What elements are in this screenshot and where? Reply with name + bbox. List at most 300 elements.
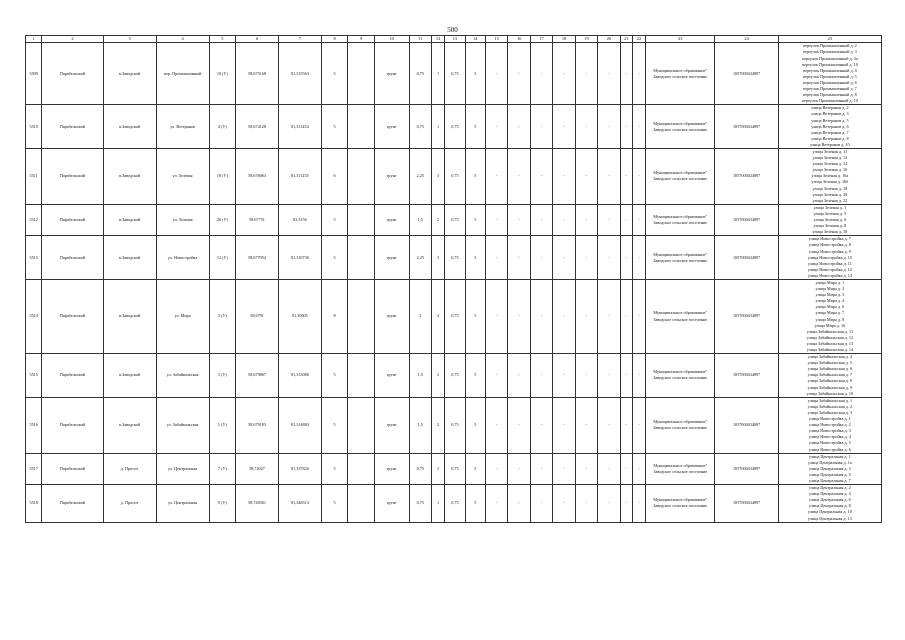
row-number: 5513: [26, 236, 42, 280]
district-cell: Парабельский: [42, 43, 103, 105]
latitude-cell: 58,676063: [236, 148, 279, 204]
address-line: улица Зеленая д. 12: [812, 155, 848, 161]
col-20-cell: -: [598, 453, 620, 485]
containers-count-cell: 3: [431, 236, 444, 280]
address-line: улица Забайкальская д. 14: [806, 347, 854, 352]
column-header-8: 8: [321, 36, 348, 43]
col-17-cell: -: [530, 397, 552, 453]
col-22-cell: -: [632, 279, 645, 353]
longitude-cell: 81,310736: [278, 236, 321, 280]
col-8-cell: 8: [321, 279, 348, 353]
address-line: улица Мира д. 7: [815, 310, 845, 316]
addresses-cell: [778, 354, 881, 398]
longitude-cell: 81,3156: [278, 204, 321, 236]
area-cell: 2,25: [409, 236, 431, 280]
col-18-cell: -: [553, 43, 575, 105]
col-21-cell: -: [620, 279, 632, 353]
table-row: [26, 105, 882, 149]
address-line: улица Забайкальская д. 10: [806, 390, 854, 396]
address-line: улица Новостройка д. 7: [808, 236, 851, 242]
surface-cell: грунт: [374, 453, 409, 485]
settlement-cell: п.Заводской: [103, 397, 156, 453]
col-9-cell: [348, 354, 375, 398]
addresses-cell: [778, 453, 881, 485]
volume-cell: 0,75: [445, 354, 465, 398]
volume-cell: 0,75: [445, 204, 465, 236]
ogrn-cell: 1057000434897: [715, 485, 778, 523]
col-18-cell: -: [553, 236, 575, 280]
column-header-2: 2: [42, 36, 103, 43]
surface-cell: грунт: [374, 148, 409, 204]
column-header-23: 23: [646, 36, 715, 43]
address-line: переулок Промышленный д. 2: [802, 43, 857, 49]
area-cell: 1,5: [409, 354, 431, 398]
col-9-cell: [348, 453, 375, 485]
col-16-cell: -: [508, 43, 530, 105]
col-16-cell: -: [508, 485, 530, 523]
owner-cell: Муниципальное образование" Заводское сельское поселение: [646, 453, 715, 485]
settlement-cell: п.Заводской: [103, 204, 156, 236]
addresses-cell: [778, 236, 881, 280]
col-20-cell: -: [598, 236, 620, 280]
address-line: улица Новостройка д. 8: [808, 242, 851, 248]
column-header-18: 18: [553, 36, 575, 43]
street-cell: ул. Зеленая: [156, 148, 209, 204]
col-8-cell: 5: [321, 105, 348, 149]
col-14-cell: 5: [465, 279, 485, 353]
col-9-cell: [348, 485, 375, 523]
col-15-cell: -: [486, 105, 508, 149]
col-19-cell: -: [575, 148, 597, 204]
containers-count-cell: 2: [431, 397, 444, 453]
col-8-cell: 5: [321, 204, 348, 236]
col-20-cell: -: [598, 485, 620, 523]
settlement-cell: п.Заводской: [103, 236, 156, 280]
district-cell: Парабельский: [42, 279, 103, 353]
volume-cell: 0,75: [445, 453, 465, 485]
row-number: 5512: [26, 204, 42, 236]
owner-cell: Муниципальное образование" Заводское сельское поселение: [646, 397, 715, 453]
column-header-6: 6: [236, 36, 279, 43]
col-14-cell: 5: [465, 148, 485, 204]
col-19-cell: -: [575, 453, 597, 485]
address-line: улица Зеленая д. 18: [812, 185, 848, 191]
volume-cell: 0,75: [445, 236, 465, 280]
col-19-cell: -: [575, 236, 597, 280]
col-15-cell: -: [486, 453, 508, 485]
street-cell: ул. Новостройка: [156, 236, 209, 280]
address-line: улица Новостройка д. 11: [807, 260, 852, 266]
address-line: улица Зеленая д. 16а: [811, 173, 849, 179]
column-header-3: 3: [103, 36, 156, 43]
col-15-cell: -: [486, 236, 508, 280]
col-14-cell: 5: [465, 43, 485, 105]
col-18-cell: -: [553, 397, 575, 453]
latitude-cell: 58,679183: [236, 397, 279, 453]
containers-count-cell: 4: [431, 279, 444, 353]
col-17-cell: -: [530, 236, 552, 280]
col-22-cell: -: [632, 453, 645, 485]
address-line: улица Новостройка д. 3: [808, 428, 851, 434]
col-15-cell: -: [486, 485, 508, 523]
address-line: улица Забайкальская д. 13: [806, 340, 854, 346]
longitude-cell: 81,314884: [278, 397, 321, 453]
addresses-cell: [778, 105, 881, 149]
containers-count-cell: 1: [431, 105, 444, 149]
col-20-cell: -: [598, 148, 620, 204]
column-header-10: 10: [374, 36, 409, 43]
area-cell: 0,75: [409, 43, 431, 105]
address-line: улица Зеленая д. 6: [813, 217, 847, 223]
containers-count-cell: 2: [431, 354, 444, 398]
address-line: улица Ветеранов д. 6: [811, 123, 849, 129]
col-17-cell: -: [530, 279, 552, 353]
settlement-cell: п.Заводской: [103, 148, 156, 204]
col-20-cell: -: [598, 105, 620, 149]
site-number-cell: 9 (У): [209, 485, 236, 523]
row-number: 5509: [26, 43, 42, 105]
col-16-cell: -: [508, 397, 530, 453]
address-line: улица Зеленая д. 1: [813, 204, 847, 210]
latitude-cell: 58,6791: [236, 279, 279, 353]
address-line: улица Центральная д. 7: [808, 477, 851, 483]
column-header-11: 11: [409, 36, 431, 43]
row-number: 5510: [26, 105, 42, 149]
address-line: улица Центральная д. 13: [807, 515, 852, 521]
col-14-cell: 5: [465, 236, 485, 280]
col-21-cell: -: [620, 397, 632, 453]
address-line: улица Мира д. 2: [815, 286, 845, 292]
column-header-21: 21: [620, 36, 632, 43]
address-line: улица Новостройка д. 2: [808, 422, 851, 428]
column-header-13: 13: [445, 36, 465, 43]
address-line: улица Забайкальская д. 9: [807, 384, 853, 390]
col-9-cell: [348, 397, 375, 453]
longitude-cell: 81,30605: [278, 279, 321, 353]
row-number: 5515: [26, 354, 42, 398]
address-line: переулок Промышленный д. 3а: [802, 55, 858, 61]
settlement-cell: д. Проспт: [103, 485, 156, 523]
address-line: улица Центральная д. 4: [808, 491, 851, 497]
col-22-cell: -: [632, 354, 645, 398]
column-header-24: 24: [715, 36, 778, 43]
address-line: улица Забайкальская д. 7: [807, 372, 853, 378]
longitude-cell: 81,337826: [278, 453, 321, 485]
ogrn-cell: 1057000434897: [715, 43, 778, 105]
ogrn-cell: 1057000434897: [715, 453, 778, 485]
addresses-cell: [778, 204, 881, 236]
address-line: улица Забайкальская д. 1: [807, 397, 853, 403]
col-17-cell: -: [530, 43, 552, 105]
street-cell: ул. Мира: [156, 279, 209, 353]
ogrn-cell: 1057000434897: [715, 279, 778, 353]
address-line: переулок Промышленный д. 5: [802, 73, 857, 79]
column-header-20: 20: [598, 36, 620, 43]
column-header-22: 22: [632, 36, 645, 43]
owner-cell: Муниципальное образование" Заводское сельское поселение: [646, 148, 715, 204]
col-15-cell: -: [486, 204, 508, 236]
address-line: улица Забайкальская д. 6: [807, 366, 853, 372]
row-number: 5511: [26, 148, 42, 204]
column-header-16: 16: [508, 36, 530, 43]
containers-count-cell: 1: [431, 485, 444, 523]
address-line: улица Новостройка д. 10: [807, 254, 852, 260]
settlement-cell: п.Заводской: [103, 105, 156, 149]
district-cell: Парабельский: [42, 485, 103, 523]
address-line: улица Новостройка д. 4: [808, 434, 851, 440]
address-line: улица Новостройка д. 9: [808, 248, 851, 254]
col-16-cell: -: [508, 204, 530, 236]
addresses-cell: [778, 279, 881, 353]
col-8-cell: 5: [321, 485, 348, 523]
address-line: улица Центральная д. 1а: [808, 459, 852, 465]
col-19-cell: -: [575, 354, 597, 398]
address-line: улица Центральная д. 8: [808, 503, 851, 509]
col-14-cell: 5: [465, 485, 485, 523]
col-22-cell: -: [632, 148, 645, 204]
address-line: улица Зеленая д. 8: [813, 223, 847, 229]
col-8-cell: 5: [321, 236, 348, 280]
col-16-cell: -: [508, 453, 530, 485]
longitude-cell: 81,346514: [278, 485, 321, 523]
col-9-cell: [348, 236, 375, 280]
col-14-cell: 5: [465, 105, 485, 149]
site-number-cell: 4 (У): [209, 105, 236, 149]
col-16-cell: -: [508, 279, 530, 353]
ogrn-cell: 1057000434897: [715, 105, 778, 149]
settlement-cell: п.Заводской: [103, 43, 156, 105]
col-15-cell: -: [486, 43, 508, 105]
column-header-25: 25: [778, 36, 881, 43]
address-line: улица Новостройка д. 1: [808, 416, 851, 422]
area-cell: 0,75: [409, 105, 431, 149]
area-cell: 3: [409, 279, 431, 353]
col-14-cell: 5: [465, 354, 485, 398]
table-row: [26, 236, 882, 280]
site-number-cell: 26 (У): [209, 204, 236, 236]
address-line: улица Центральная д. 5: [808, 471, 851, 477]
longitude-cell: 81,311235: [278, 148, 321, 204]
column-header-12: 12: [431, 36, 444, 43]
ogrn-cell: 1057000434897: [715, 397, 778, 453]
col-22-cell: -: [632, 105, 645, 149]
address-line: улица Забайкальская д. 12: [806, 334, 854, 340]
col-15-cell: -: [486, 354, 508, 398]
col-21-cell: -: [620, 204, 632, 236]
district-cell: Парабельский: [42, 354, 103, 398]
surface-cell: грунт: [374, 397, 409, 453]
volume-cell: 0,75: [445, 485, 465, 523]
col-8-cell: 5: [321, 354, 348, 398]
col-18-cell: -: [553, 204, 575, 236]
volume-cell: 0,75: [445, 397, 465, 453]
col-22-cell: -: [632, 485, 645, 523]
address-line: улица Зеленая д. 10: [812, 229, 848, 235]
col-19-cell: -: [575, 204, 597, 236]
col-21-cell: -: [620, 148, 632, 204]
col-14-cell: 5: [465, 397, 485, 453]
col-9-cell: [348, 105, 375, 149]
col-19-cell: -: [575, 279, 597, 353]
address-line: переулок Промышленный д. 6: [802, 79, 857, 85]
district-cell: Парабельский: [42, 397, 103, 453]
address-line: улица Ветеранов д. 3: [811, 111, 849, 117]
area-cell: 2,25: [409, 148, 431, 204]
settlement-cell: д. Проспт: [103, 453, 156, 485]
col-22-cell: -: [632, 43, 645, 105]
latitude-cell: 58,740361: [236, 485, 279, 523]
address-line: улица Мира д. 1: [815, 279, 845, 285]
address-line: улица Забайкальская д. 11: [806, 328, 854, 334]
surface-cell: грунт: [374, 354, 409, 398]
col-20-cell: -: [598, 279, 620, 353]
col-15-cell: -: [486, 148, 508, 204]
surface-cell: грунт: [374, 204, 409, 236]
street-cell: ул. Забайкальская: [156, 397, 209, 453]
surface-cell: грунт: [374, 236, 409, 280]
street-cell: пер. Промышленный: [156, 43, 209, 105]
site-number-cell: 3 (У): [209, 354, 236, 398]
longitude-cell: 81,311454: [278, 105, 321, 149]
site-number-cell: 7 (У): [209, 453, 236, 485]
longitude-cell: 81,313086: [278, 354, 321, 398]
volume-cell: 0,75: [445, 43, 465, 105]
ogrn-cell: 1057000434897: [715, 236, 778, 280]
owner-cell: Муниципальное образование" Заводское сельское поселение: [646, 485, 715, 523]
table-row: [26, 279, 882, 353]
col-15-cell: -: [486, 279, 508, 353]
address-line: улица Центральная д. 1: [808, 453, 851, 459]
col-16-cell: -: [508, 148, 530, 204]
address-line: улица Ветеранов д. 7: [811, 129, 849, 135]
column-header-4: 4: [156, 36, 209, 43]
street-cell: ул. Центральная: [156, 453, 209, 485]
col-20-cell: -: [598, 43, 620, 105]
address-line: улица Ветеранов д. 2: [811, 105, 849, 111]
latitude-cell: 58,677954: [236, 236, 279, 280]
address-line: улица Ветеранов д. 10: [810, 141, 850, 147]
col-8-cell: 5: [321, 43, 348, 105]
col-18-cell: -: [553, 485, 575, 523]
address-line: улица Зеленая д. 14: [812, 161, 848, 167]
col-19-cell: -: [575, 485, 597, 523]
district-cell: Парабельский: [42, 204, 103, 236]
address-line: улица Ветеранов д. 8: [811, 135, 849, 141]
district-cell: Парабельский: [42, 148, 103, 204]
address-line: переулок Промышленный д. 10: [801, 98, 858, 104]
col-18-cell: -: [553, 105, 575, 149]
owner-cell: Муниципальное образование" Заводское сельское поселение: [646, 236, 715, 280]
address-line: переулок Промышленный д. 7: [802, 86, 857, 92]
address-line: улица Центральная д. 2: [808, 485, 851, 491]
site-number-cell: 12 (У): [209, 236, 236, 280]
col-21-cell: -: [620, 236, 632, 280]
site-number-cell: 3 (У): [209, 279, 236, 353]
column-header-17: 17: [530, 36, 552, 43]
column-header-7: 7: [278, 36, 321, 43]
col-18-cell: -: [553, 453, 575, 485]
address-line: улица Центральная д. 10: [807, 509, 852, 515]
address-line: улица Мира д. 4: [815, 298, 845, 304]
volume-cell: 0,75: [445, 105, 465, 149]
address-line: улица Забайкальская д. 4: [807, 354, 853, 360]
table-row: [26, 485, 882, 523]
col-17-cell: -: [530, 105, 552, 149]
containers-count-cell: 2: [431, 204, 444, 236]
address-line: улица Центральная д. 3: [808, 465, 851, 471]
row-number: 5518: [26, 485, 42, 523]
col-22-cell: -: [632, 204, 645, 236]
col-19-cell: -: [575, 105, 597, 149]
owner-cell: Муниципальное образование" Заводское сельское поселение: [646, 43, 715, 105]
col-17-cell: -: [530, 485, 552, 523]
column-header-1: 1: [26, 36, 42, 43]
latitude-cell: 58,675168: [236, 43, 279, 105]
latitude-cell: 58,74027: [236, 453, 279, 485]
address-line: улица Забайкальская д. 2: [807, 403, 853, 409]
col-20-cell: -: [598, 204, 620, 236]
table-row: [26, 43, 882, 105]
col-8-cell: 5: [321, 397, 348, 453]
column-header-14: 14: [465, 36, 485, 43]
col-9-cell: [348, 204, 375, 236]
row-number: 5514: [26, 279, 42, 353]
col-21-cell: -: [620, 43, 632, 105]
owner-cell: Муниципальное образование" Заводское сельское поселение: [646, 354, 715, 398]
column-header-5: 5: [209, 36, 236, 43]
col-17-cell: -: [530, 354, 552, 398]
column-header-15: 15: [486, 36, 508, 43]
addresses-cell: [778, 43, 881, 105]
area-cell: 1,5: [409, 397, 431, 453]
address-line: улица Мира д. 16: [814, 322, 846, 328]
address-line: улица Новостройка д. 14: [807, 272, 852, 278]
col-21-cell: -: [620, 485, 632, 523]
street-cell: ул. Забайкальская: [156, 354, 209, 398]
col-16-cell: -: [508, 236, 530, 280]
latitude-cell: 58,67751: [236, 204, 279, 236]
row-number: 5516: [26, 397, 42, 453]
col-9-cell: [348, 148, 375, 204]
site-number-cell: 10 (У): [209, 43, 236, 105]
col-22-cell: -: [632, 397, 645, 453]
address-line: улица Забайкальская д. 8: [807, 378, 853, 384]
col-21-cell: -: [620, 105, 632, 149]
address-line: улица Новостройка д. 12: [807, 266, 852, 272]
registry-table: [25, 35, 882, 523]
header-row: [26, 36, 882, 43]
address-line: переулок Промышленный д. 4: [802, 67, 857, 73]
surface-cell: грунт: [374, 43, 409, 105]
longitude-cell: 81,315563: [278, 43, 321, 105]
latitude-cell: 58,679867: [236, 354, 279, 398]
addresses-cell: [778, 397, 881, 453]
surface-cell: грунт: [374, 485, 409, 523]
col-18-cell: -: [553, 148, 575, 204]
site-number-cell: 1 (У): [209, 397, 236, 453]
table-row: [26, 354, 882, 398]
owner-cell: Муниципальное образование" Заводское сельское поселение: [646, 279, 715, 353]
col-19-cell: -: [575, 397, 597, 453]
addresses-cell: [778, 148, 881, 204]
address-line: улица Ветеранов д. 5: [811, 117, 849, 123]
col-9-cell: [348, 43, 375, 105]
ogrn-cell: 1057000434897: [715, 148, 778, 204]
address-line: улица Зеленая д. 20: [812, 191, 848, 197]
table-row: [26, 453, 882, 485]
col-16-cell: -: [508, 354, 530, 398]
address-line: улица Мира д. 3: [815, 292, 845, 298]
